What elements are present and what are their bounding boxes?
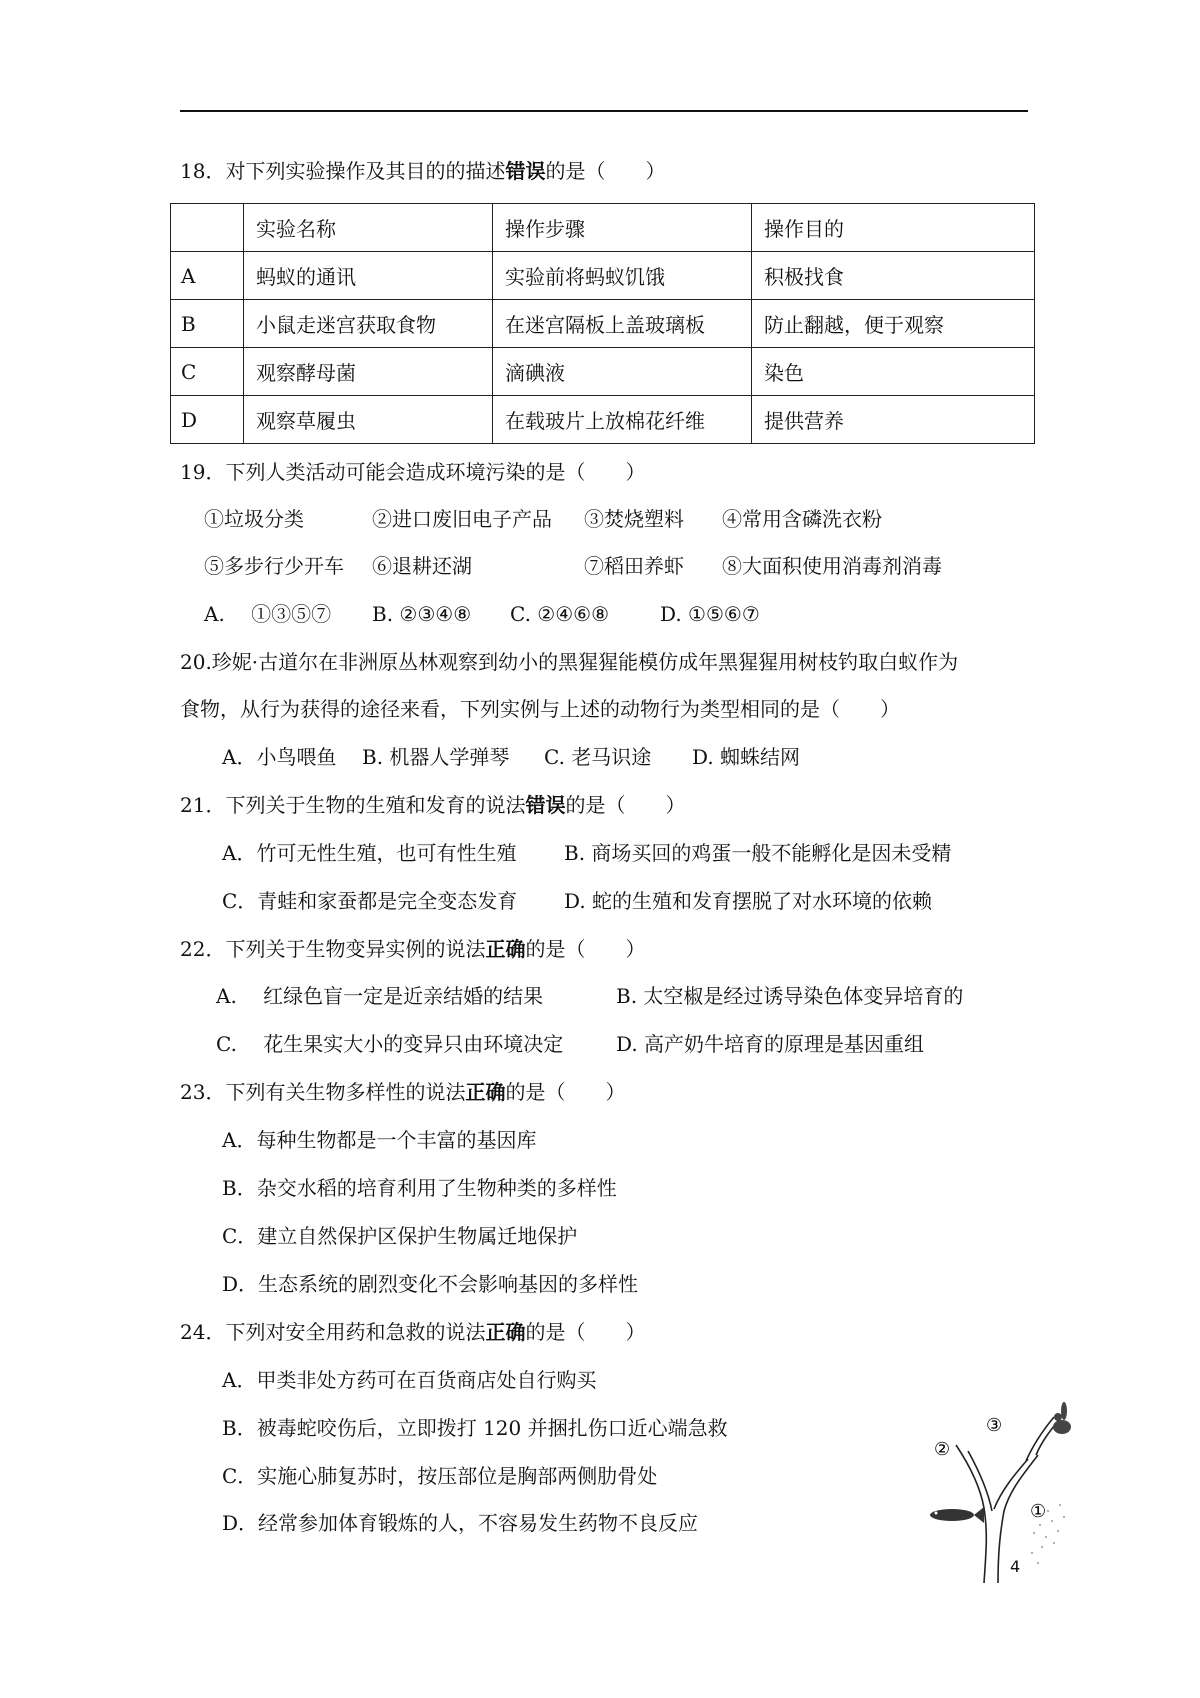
table-cell: C [171,348,244,396]
q20-stem-line2: 食物，从行为获得的途径来看，下列实例与上述的动物行为类型相同的是（ ） [180,697,900,721]
q21-stem-prefix: 21．下列关于生物的生殖和发育的说法 [180,793,526,817]
table-cell: 蚂蚁的通讯 [244,252,493,300]
q21-option: D. 蛇的生殖和发育摆脱了对水环境的依赖 [564,889,933,913]
figure-label-2: ② [934,1439,951,1460]
q20-option: C. 老马识途 [544,745,652,769]
table-cell: 观察酵母菌 [244,348,493,396]
q21-stem-suffix: 的是（ ） [565,793,686,817]
q19-option: C. ②④⑥⑧ [510,602,610,626]
table-row [171,300,1035,348]
table-cell: 染色 [752,348,1035,396]
q21-stem-emphasis: 错误 [525,793,566,817]
table-cell: A [171,252,244,300]
table-cell: 观察草履虫 [244,396,493,444]
q24-stem-prefix: 24．下列对安全用药和急救的说法 [180,1320,486,1344]
table-cell: B [171,300,244,348]
q20-option: D. 蜘蛛结网 [692,745,801,769]
page-number: 4 [1010,1557,1021,1576]
fish-icon [930,1507,984,1523]
q19-item: ④常用含磷洗衣粉 [722,507,882,531]
table-cell: 小鼠走迷宫获取食物 [244,300,493,348]
q19-item: ①垃圾分类 [204,507,304,531]
q21-option: C．青蛙和家蚕都是完全变态发育 [222,889,518,913]
q19-option: A. ①③⑤⑦ [204,602,332,626]
q19-item: ③焚烧塑料 [584,507,684,531]
q22-stem-emphasis: 正确 [485,937,526,961]
q24-option: C．实施心肺复苏时，按压部位是胸部两侧肋骨处 [222,1464,658,1488]
table-cell: 在载玻片上放棉花纤维 [493,396,752,444]
q23-option: C．建立自然保护区保护生物属迁地保护 [222,1224,578,1248]
figure-label-1: ① [1030,1501,1047,1522]
q18-stem-suffix: 的是（ ） [545,159,666,183]
q18-stem-prefix: 18．对下列实验操作及其目的的描述 [180,159,506,183]
q23-option: D．生态系统的剧烈变化不会影响基因的多样性 [222,1272,639,1296]
q22-option: C. 花生果实大小的变异只由环境决定 [216,1032,564,1056]
q22-stem [180,935,645,963]
q21-option: B. 商场买回的鸡蛋一般不能孵化是因未受精 [564,841,952,865]
q24-option: B．被毒蛇咬伤后，立即拨打 120 并捆扎伤口近心端急救 [222,1416,728,1440]
rabbit-icon [1053,1402,1071,1434]
q24-stem-suffix: 的是（ ） [525,1320,646,1344]
header-rule [180,110,1028,112]
table-cell: 在迷宫隔板上盖玻璃板 [493,300,752,348]
q19-item: ⑥退耕还湖 [372,554,472,578]
q24-option: A．甲类非处方药可在百货商店处自行购买 [222,1368,597,1392]
q20-stem-line1: 20.珍妮·古道尔在非洲原丛林观察到幼小的黑猩猩能模仿成年黑猩猩用树枝钓取白蚁作为 [180,650,959,674]
q21-option: A．竹可无性生殖，也可有性生殖 [222,841,517,865]
q22-option: D. 高产奶牛培育的原理是基因重组 [616,1032,925,1056]
q24-option: D．经常参加体育锻炼的人，不容易发生药物不良反应 [222,1511,699,1535]
q18-stem-emphasis: 错误 [505,159,546,183]
q23-stem-emphasis: 正确 [465,1080,506,1104]
table-cell: D [171,396,244,444]
q18-stem [180,157,665,185]
q20-option: B. 机器人学弹琴 [362,745,510,769]
table-header-cell [171,204,244,252]
q22-option: A. 红绿色盲一定是近亲结婚的结果 [216,984,544,1008]
q19-item: ⑤多步行少开车 [204,554,344,578]
q19-item: ②进口废旧电子产品 [372,507,552,531]
table-row [171,252,1035,300]
q22-stem-prefix: 22．下列关于生物变异实例的说法 [180,937,486,961]
q19-stem: 19．下列人类活动可能会造成环境污染的是（ ） [180,460,646,484]
table-row [171,348,1035,396]
q20-option: A．小鸟喂鱼 [222,745,337,769]
table-cell: 实验前将蚂蚁饥饿 [493,252,752,300]
table-cell: 滴碘液 [493,348,752,396]
table-cell: 防止翻越，便于观察 [752,300,1035,348]
q23-option: A．每种生物都是一个丰富的基因库 [222,1128,537,1152]
table-header-cell: 实验名称 [244,204,493,252]
q22-option: B. 太空椒是经过诱导染色体变异培育的 [616,984,964,1008]
q23-stem-suffix: 的是（ ） [505,1080,626,1104]
table-cell: 积极找食 [752,252,1035,300]
tree-branches [956,1417,1058,1583]
q19-item: ⑧大面积使用消毒剂消毒 [722,554,942,578]
experiment-table [170,203,1035,444]
q23-stem [180,1078,625,1106]
table-header-cell: 操作目的 [752,204,1035,252]
q19-option: D. ①⑤⑥⑦ [660,602,760,626]
q23-option: B．杂交水稻的培育利用了生物种类的多样性 [222,1176,617,1200]
q23-stem-prefix: 23．下列有关生物多样性的说法 [180,1080,466,1104]
table-cell: 提供营养 [752,396,1035,444]
evolution-tree-figure [914,1393,1074,1583]
table-header-row [171,204,1035,252]
q24-stem [180,1318,645,1346]
q19-option: B. ②③④⑧ [372,602,472,626]
table-row [171,396,1035,444]
q22-stem-suffix: 的是（ ） [525,937,646,961]
q24-stem-emphasis: 正确 [485,1320,526,1344]
table-header-cell: 操作步骤 [493,204,752,252]
q19-item: ⑦稻田养虾 [584,554,684,578]
q21-stem [180,791,685,819]
figure-label-3: ③ [986,1415,1003,1436]
